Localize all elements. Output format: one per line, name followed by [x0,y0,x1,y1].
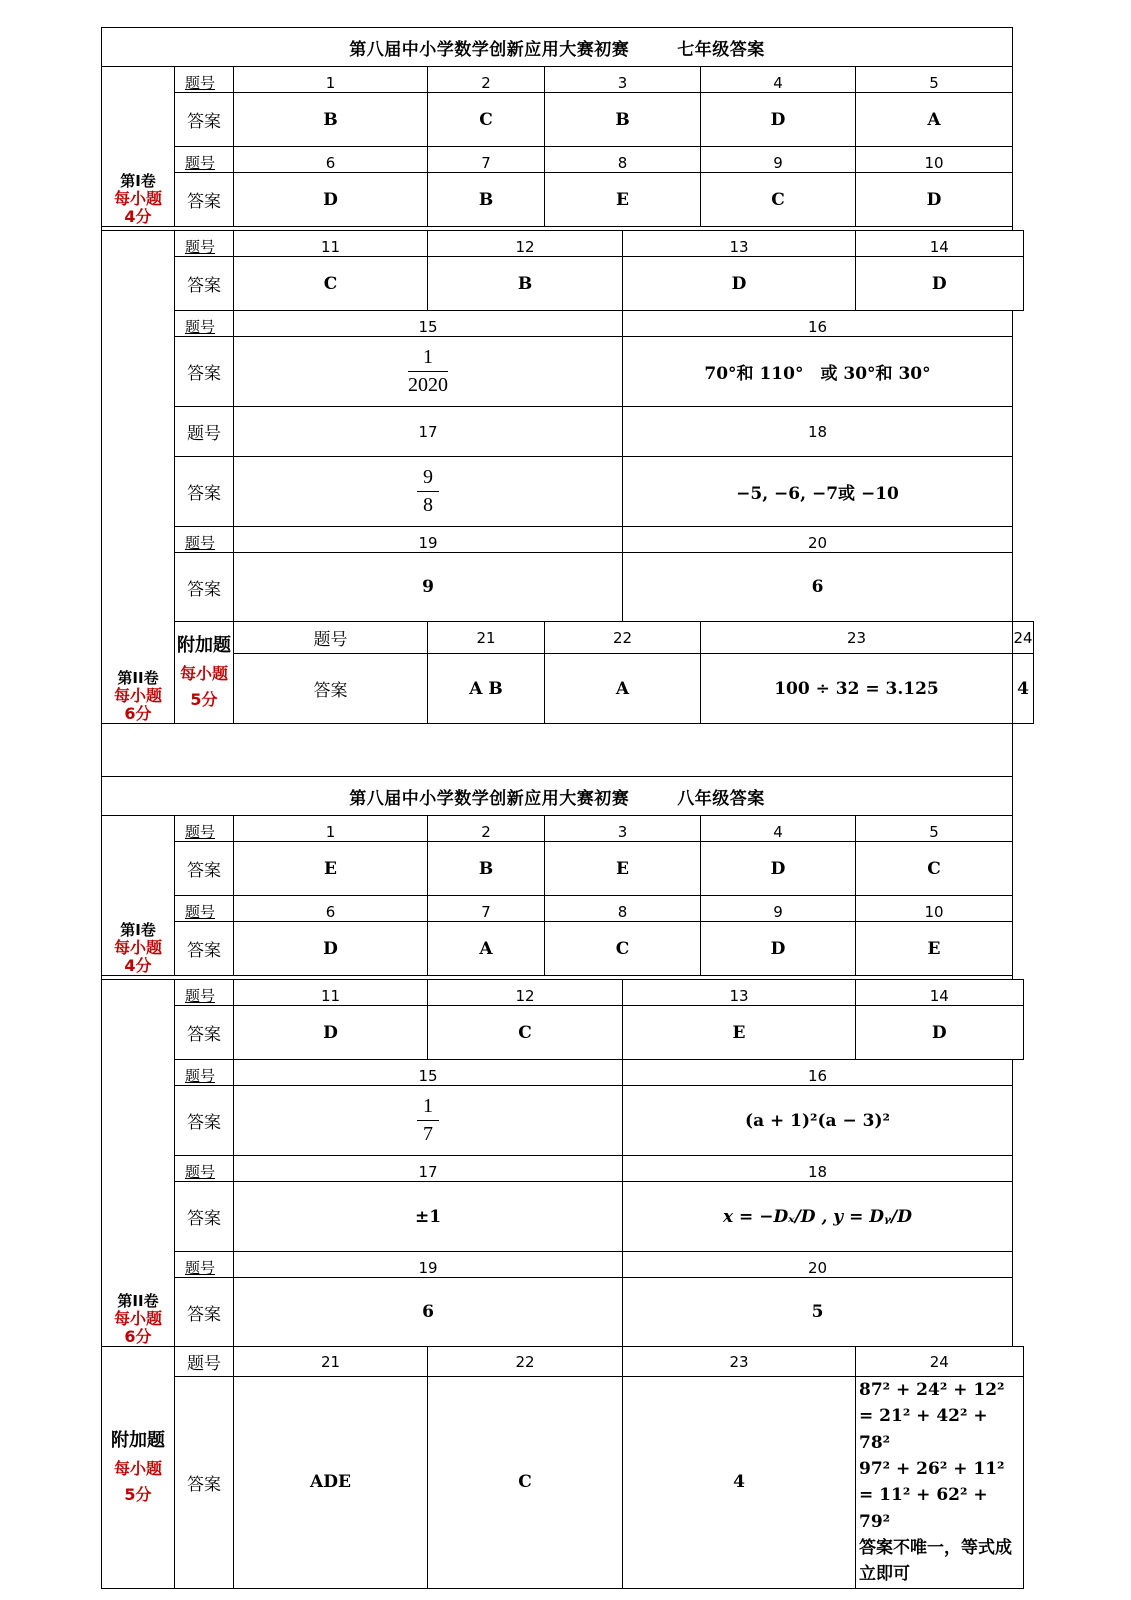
answer-cell [234,337,623,407]
answer-cell: x = −Dₓ/D , y = Dᵧ/D [623,1182,1013,1252]
answer-cell: D [701,922,856,976]
answer-cell: C [234,257,428,311]
answer-cell: 70°和 110° 或 30°和 30° [623,337,1013,407]
title-row-grade8 [102,777,1034,816]
answer-cell: A [428,922,545,976]
sheet-title: 第八届中小学数学创新应用大赛初赛 八年级答案 [102,777,1013,816]
answer-cell: E [545,842,701,896]
answer-cell: 5 [623,1278,1013,1347]
answer-cell: E [545,173,701,227]
answer-cell: D [234,922,428,976]
section2-label: 第ⅠⅠ卷 每小题 6分 [102,231,175,724]
answer-cell: 6 [623,553,1013,622]
answer-cell: B [428,173,545,227]
answer-cell: D [234,1006,428,1060]
answer-cell: −5, −6, −7或 −10 [623,457,1013,527]
answer-cell: 100 ÷ 32 = 3.125 [701,654,1013,724]
answer-cell: E [856,922,1013,976]
answer-cell: C [428,93,545,147]
answer-cell: C [428,1377,623,1589]
blank-row [102,724,1013,777]
bonus-label: 附加题 每小题 5分 [175,622,234,724]
answer-cell: B [428,257,623,311]
answer-cell: D [856,1006,1024,1060]
answer-cell: C [856,842,1013,896]
answer-cell: E [234,842,428,896]
bonus-label: 附加题 每小题 5分 [102,1347,175,1589]
answer-cell: ±1 [234,1182,623,1252]
answer-cell: 4 [1013,654,1034,724]
fraction: $\frac{1}{7}$ [417,1095,439,1146]
section1-label: 第Ⅰ卷 每小题 4分 [102,816,175,976]
answer-cell: D [856,257,1024,311]
sheet-title: 第八届中小学数学创新应用大赛初赛 七年级答案 [102,28,1013,67]
label-num: 题号 [175,67,234,93]
answer-cell: 87² + 24² + 12² = 21² + 42² + 78² 97² + 26² + 11² = 11² + 62² + 79² 答案不唯一，等式成立即可 [856,1377,1024,1589]
title-row-grade7 [102,28,1034,67]
section1-label: 第Ⅰ卷 每小题 4分 [102,67,175,227]
answer-cell: 9 [234,553,623,622]
answer-cell: D [234,173,428,227]
fraction: $\frac{1}{2020}$ [408,346,448,396]
answer-cell: C [428,1006,623,1060]
answer-cell: 4 [623,1377,856,1589]
answer-cell: A [856,93,1013,147]
answer-cell: D [623,257,856,311]
answer-cell: B [234,93,428,147]
answer-cell: D [701,842,856,896]
answer-cell: C [701,173,856,227]
label-ans: 答案 [175,93,234,147]
answer-cell [234,457,623,527]
fraction: $\frac{9}{8}$ [417,466,439,517]
answer-cell [234,1086,623,1156]
answer-cell: D [856,173,1013,227]
answer-cell: E [623,1006,856,1060]
answer-cell: A [545,654,701,724]
answer-cell: D [701,93,856,147]
answer-table: 第八届中小学数学创新应用大赛初赛 七年级答案 第Ⅰ卷 每小题 4分 题号 1 2 3 4 5 答案 B C B D A 题号 6 7 8 9 10 答案 D B E C D 第ⅠⅠ卷 每小题 6分 题号 11 12 13 14 答案 C B D D 题号 15 16 答案 $\frac{1}{2020}$ 70°和 110° 或 30°和 30° 题号 17 18 答案 $\frac{9}{8}$ −5, −6, −7或 −10 题号 19 20 答案 9 6 附加题 每小题 5分 题号 21 22 23 24 答案 A B A 100 ÷ 32 = 3.125 4 第八届中小学数学创新应用大赛初赛 八年级答案 第Ⅰ卷 每小题 4分 题号 1 2 3 4 5 答案 E B E D C 题号 6 7 8 9 10 答案 D A C D E 第ⅠⅠ卷 每小题 6分 题号 11 12 13 14 答案 D C E D 题号 15 16 答案 $\frac{1}{7}$ (a + 1)²(a − 3)² 题号 17 18 答案 ±1 x = −Dₓ/D , y = Dᵧ/D 题号 19 20 答案 6 5 附加题 每小题 5分 题号 21 22 23 24 答案 ADE C 4 87² + 24² + 12² = 21² + 42² + 78² 97² + 26² + 11² = 11² + 62² + 79² 答案不唯一，等式成立即可 [101,27,1034,1589]
answer-cell: C [545,922,701,976]
answer-cell: (a + 1)²(a − 3)² [623,1086,1013,1156]
answer-cell: A B [428,654,545,724]
answer-sheet [101,27,1034,1589]
answer-cell: B [428,842,545,896]
answer-cell: B [545,93,701,147]
section2-label: 第ⅠⅠ卷 每小题 6分 [102,980,175,1347]
answer-cell: 6 [234,1278,623,1347]
answer-cell: ADE [234,1377,428,1589]
